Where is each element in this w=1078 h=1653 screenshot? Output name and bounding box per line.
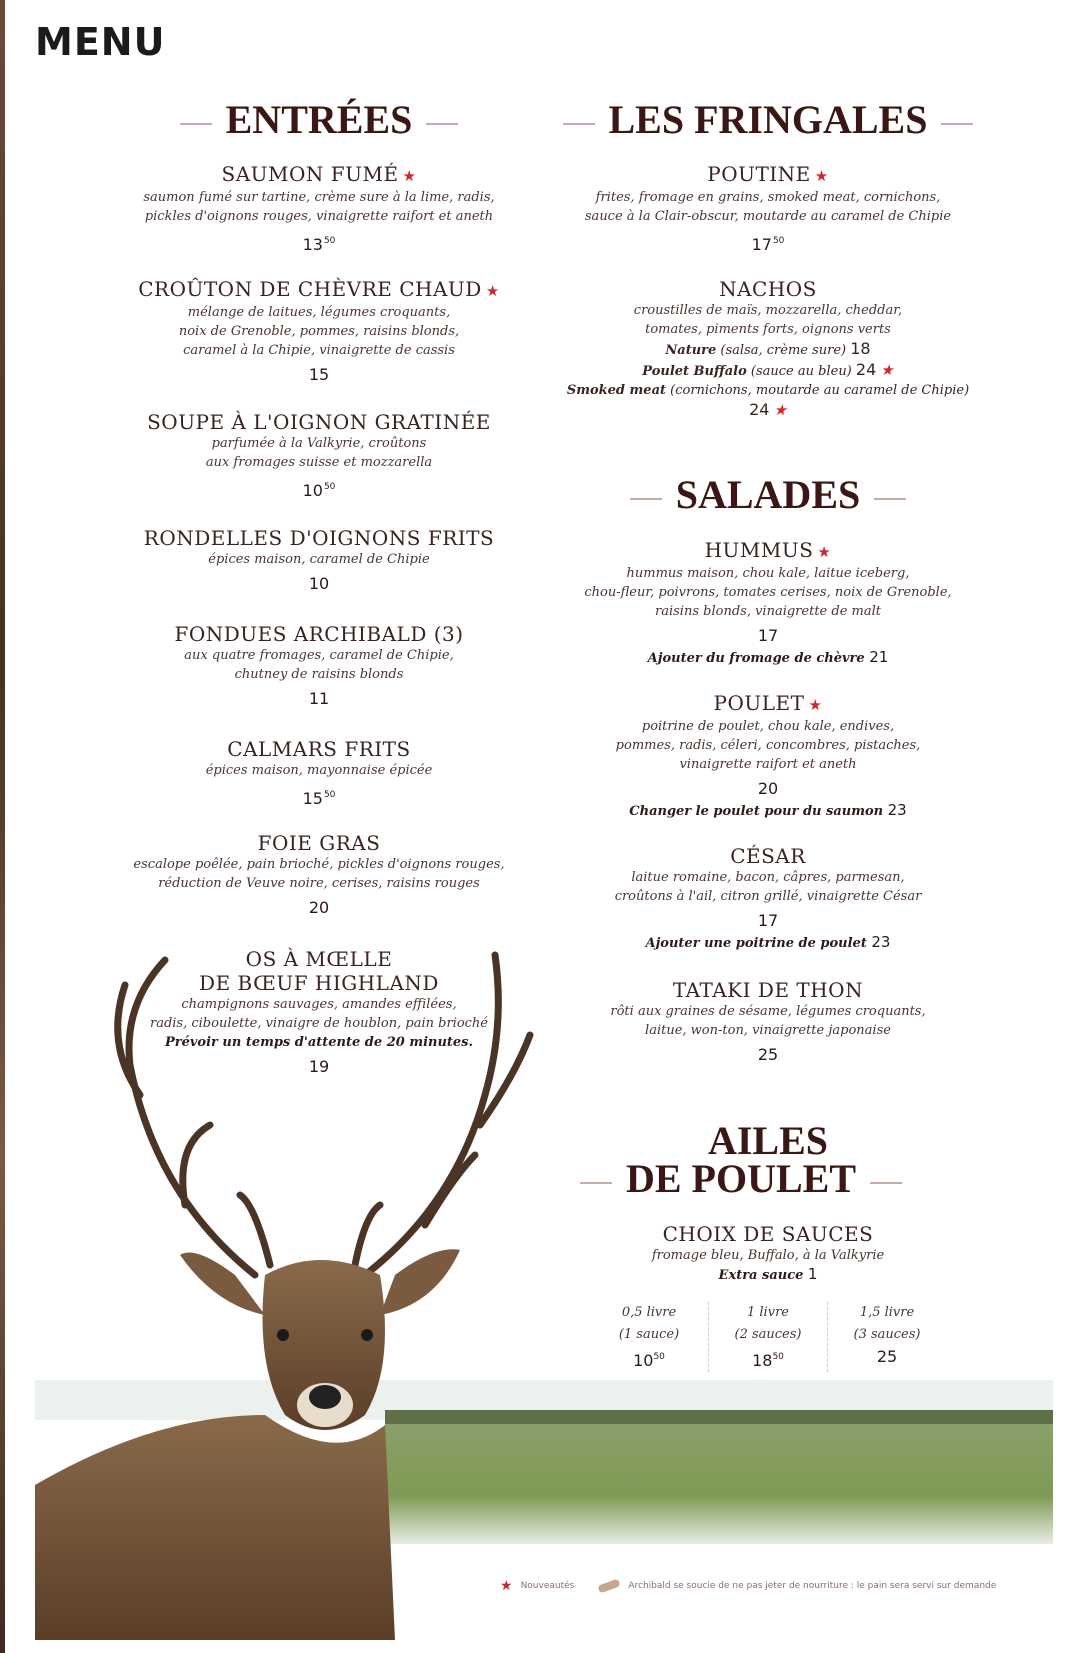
item-addon xyxy=(548,648,988,668)
item-description: saumon fumé sur tartine, crème sure à la lime, radis, xyxy=(143,190,495,205)
item-price xyxy=(99,475,539,503)
left-border xyxy=(0,0,5,1653)
extra-sauce xyxy=(548,1265,988,1285)
salades-section xyxy=(548,472,988,1095)
menu-title: MENU xyxy=(35,20,166,64)
menu-item xyxy=(548,277,988,421)
item-name xyxy=(548,162,988,188)
item-name-text: FONDUES ARCHIBALD (3) xyxy=(174,622,464,646)
item-description: aux quatre fromages, caramel de Chipie, xyxy=(184,648,454,663)
new-star-icon: ★ xyxy=(485,282,500,300)
price-main: 20 xyxy=(308,898,330,917)
section-title-line1: AILES xyxy=(707,1118,829,1163)
menu-item xyxy=(548,538,988,668)
size-price xyxy=(590,1346,708,1372)
section-heading-ailes xyxy=(548,1118,988,1201)
section-heading-salades xyxy=(548,472,988,517)
item-name xyxy=(99,277,539,303)
option-price: 24 xyxy=(855,360,877,379)
item-name-text: SOUPE À L'OIGNON GRATINÉE xyxy=(147,410,491,434)
item-description: épices maison, mayonnaise épicée xyxy=(205,763,433,778)
price-main: 17 xyxy=(757,626,779,645)
wing-size-option xyxy=(827,1302,946,1372)
item-description: parfumée à la Valkyrie, croûtons xyxy=(211,436,427,451)
section-heading-entrees xyxy=(99,97,539,142)
item-description: épices maison, caramel de Chipie xyxy=(208,552,430,567)
item-name-text: POULET xyxy=(713,691,805,715)
new-items-legend: Nouveautés xyxy=(520,1581,575,1591)
item-name xyxy=(99,737,539,761)
item-description: croûtons à l'ail, citron grillé, vinaigrette César xyxy=(614,889,922,904)
new-star-icon: ★ xyxy=(814,167,829,185)
sauces-title: CHOIX DE SAUCES xyxy=(662,1222,874,1246)
item-description: pommes, radis, céleri, concombres, pistaches, xyxy=(615,738,921,753)
footer-legend xyxy=(500,1578,996,1594)
item-name-text: SAUMON FUMÉ xyxy=(221,162,399,186)
item-name xyxy=(99,831,539,855)
item-name xyxy=(548,538,988,564)
extra-sauce-price: 1 xyxy=(807,1265,818,1283)
item-price xyxy=(548,624,988,648)
item-description: aux fromages suisse et mozzarella xyxy=(205,455,433,470)
option-detail: (sauce au bleu) xyxy=(746,364,856,379)
item-description: champignons sauvages, amandes effilées, xyxy=(181,997,457,1012)
option-detail: (cornichons, moutarde au caramel de Chipie) xyxy=(666,383,970,398)
item-name-text: TATAKI DE THON xyxy=(672,978,864,1002)
star-icon: ★ xyxy=(500,1578,513,1594)
extra-sauce-label: Extra sauce xyxy=(718,1268,804,1283)
price-main: 18 xyxy=(752,1351,773,1370)
item-name-text: HUMMUS xyxy=(704,538,814,562)
item-name-text: CROÛTON DE CHÈVRE CHAUD xyxy=(138,277,482,301)
section-heading-fringales xyxy=(548,97,988,142)
item-description: vinaigrette raifort et aneth xyxy=(679,757,857,772)
price-main: 15 xyxy=(302,789,323,808)
price-main: 19 xyxy=(308,1057,330,1076)
new-star-icon: ★ xyxy=(808,696,823,714)
item-price xyxy=(99,1055,539,1079)
item-name-text: FOIE GRAS xyxy=(257,831,381,855)
option-label: Poulet Buffalo xyxy=(642,364,747,379)
item-description: chutney de raisins blonds xyxy=(234,667,404,682)
price-main: 17 xyxy=(757,911,779,930)
section-title: LES FRINGALES xyxy=(608,97,928,142)
item-addon xyxy=(548,801,988,821)
item-price xyxy=(99,363,539,387)
item-description: frites, fromage en grains, smoked meat, cornichons, xyxy=(595,190,941,205)
item-description: sauce à la Clair-obscur, moutarde au caramel de Chipie xyxy=(584,209,952,224)
price-main: 10 xyxy=(633,1351,654,1370)
size-sauces: (2 sauces) xyxy=(734,1327,802,1342)
size-sauces: (1 sauce) xyxy=(618,1327,680,1342)
option-price: 18 xyxy=(850,339,871,358)
price-main: 10 xyxy=(302,481,323,500)
price-cents: 50 xyxy=(772,1352,784,1362)
size-weight: 1 livre xyxy=(747,1305,789,1320)
item-description: noix de Grenoble, pommes, raisins blonds, xyxy=(178,324,460,339)
item-description: laitue, won-ton, vinaigrette japonaise xyxy=(645,1023,891,1038)
price-main: 13 xyxy=(302,235,323,254)
menu-item xyxy=(99,410,539,503)
wing-size-option xyxy=(708,1302,827,1372)
section-title-line2-row xyxy=(548,1156,988,1201)
item-name-text: POUTINE xyxy=(707,162,811,186)
item-price xyxy=(99,229,539,257)
menu-item xyxy=(548,844,988,953)
item-option xyxy=(548,339,988,360)
item-name xyxy=(99,947,539,995)
item-name xyxy=(548,691,988,717)
item-description: radis, ciboulette, vinaigre de houblon, pain brioché xyxy=(149,1016,488,1031)
item-name xyxy=(548,277,988,301)
price-main: 25 xyxy=(876,1347,898,1366)
addon-price: 23 xyxy=(871,933,891,951)
wing-size-option xyxy=(590,1302,708,1372)
item-description: laitue romaine, bacon, câpres, parmesan, xyxy=(631,870,905,885)
item-price xyxy=(99,896,539,920)
ailes-section xyxy=(548,1118,988,1302)
price-cents: 50 xyxy=(323,790,336,800)
item-description: croustilles de maïs, mozzarella, cheddar, xyxy=(633,303,903,318)
item-description: raisins blonds, vinaigrette de malt xyxy=(655,604,881,619)
section-title: ENTRÉES xyxy=(225,97,413,142)
item-option xyxy=(548,381,988,421)
bread-icon xyxy=(598,1578,621,1593)
entrees-section xyxy=(99,97,539,1100)
addon-price: 23 xyxy=(887,801,907,819)
item-name xyxy=(99,162,539,188)
addon-label: Changer le poulet pour du saumon xyxy=(629,804,884,819)
item-description: mélange de laitues, légumes croquants, xyxy=(187,305,451,320)
item-note: Prévoir un temps d'attente de 20 minutes. xyxy=(164,1035,474,1050)
option-detail: (salsa, crème sure) xyxy=(716,343,851,358)
menu-item xyxy=(99,162,539,257)
item-price xyxy=(99,572,539,596)
size-weight: 0,5 livre xyxy=(621,1305,677,1320)
item-name-text: NACHOS xyxy=(719,277,817,301)
sauces-list: fromage bleu, Buffalo, à la Valkyrie xyxy=(651,1248,885,1263)
wing-sizes xyxy=(590,1302,946,1372)
item-description: réduction de Veuve noire, cerises, raisins rouges xyxy=(158,876,480,891)
item-description: tomates, piments forts, oignons verts xyxy=(645,322,891,337)
item-price xyxy=(548,909,988,933)
price-main: 25 xyxy=(757,1045,779,1064)
item-name-text: CÉSAR xyxy=(730,844,806,868)
option-price: 24 xyxy=(749,400,770,419)
item-name xyxy=(99,526,539,550)
item-description: chou-fleur, poivrons, tomates cerises, noix de Grenoble, xyxy=(584,585,952,600)
item-description: escalope poêlée, pain brioché, pickles d'oignons rouges, xyxy=(133,857,505,872)
item-price xyxy=(99,783,539,811)
option-label: Smoked meat xyxy=(566,383,667,398)
item-price xyxy=(548,229,988,257)
item-name xyxy=(99,622,539,646)
new-star-icon: ★ xyxy=(402,167,417,185)
menu-item xyxy=(548,162,988,257)
addon-label: Ajouter du fromage de chèvre xyxy=(647,651,865,666)
price-main: 20 xyxy=(757,779,779,798)
size-weight: 1,5 livre xyxy=(859,1305,915,1320)
price-main: 15 xyxy=(308,365,330,384)
addon-price: 21 xyxy=(869,648,889,666)
section-title: SALADES xyxy=(675,472,861,517)
menu-item xyxy=(548,691,988,821)
item-name-text: CALMARS FRITS xyxy=(227,737,411,761)
section-title-line2: DE POULET xyxy=(625,1156,857,1201)
item-description: pickles d'oignons rouges, vinaigrette raifort et aneth xyxy=(144,209,494,224)
item-name xyxy=(99,410,539,434)
sauces-block xyxy=(548,1222,988,1285)
item-name xyxy=(548,978,988,1002)
size-price xyxy=(709,1346,827,1372)
menu-item xyxy=(99,831,539,920)
item-option xyxy=(548,360,988,381)
menu-item xyxy=(548,978,988,1067)
item-name xyxy=(548,844,988,868)
price-cents: 50 xyxy=(323,482,336,492)
size-sauces: (3 sauces) xyxy=(853,1327,921,1342)
price-cents: 50 xyxy=(653,1352,665,1362)
new-star-icon: ★ xyxy=(773,401,787,419)
item-description: poitrine de poulet, chou kale, endives, xyxy=(641,719,895,734)
menu-item xyxy=(99,526,539,596)
bread-note: Archibald se soucie de ne pas jeter de nourriture : le pain sera servi sur demande xyxy=(628,1581,997,1591)
item-addon xyxy=(548,933,988,953)
item-description: rôti aux graines de sésame, légumes croquants, xyxy=(610,1004,926,1019)
fringales-section xyxy=(548,97,988,440)
new-star-icon: ★ xyxy=(880,361,894,379)
menu-item xyxy=(99,622,539,711)
menu-item xyxy=(99,737,539,811)
item-description: hummus maison, chou kale, laitue iceberg, xyxy=(626,566,910,581)
price-main: 11 xyxy=(308,689,330,708)
price-cents: 50 xyxy=(772,236,785,246)
item-name-text: OS À MŒLLE DE BŒUF HIGHLAND xyxy=(199,947,439,995)
price-main: 17 xyxy=(751,235,772,254)
item-name-text: RONDELLES D'OIGNONS FRITS xyxy=(143,526,495,550)
menu-item xyxy=(99,277,539,387)
item-price xyxy=(548,1043,988,1067)
item-price xyxy=(99,687,539,711)
item-description: caramel à la Chipie, vinaigrette de cassis xyxy=(183,343,455,358)
new-star-icon: ★ xyxy=(817,543,832,561)
addon-label: Ajouter une poitrine de poulet xyxy=(645,936,867,951)
menu-item xyxy=(99,947,539,1079)
item-price xyxy=(548,777,988,801)
price-cents: 50 xyxy=(323,236,336,246)
option-label: Nature xyxy=(665,343,717,358)
price-main: 10 xyxy=(308,574,330,593)
size-price xyxy=(828,1346,946,1368)
